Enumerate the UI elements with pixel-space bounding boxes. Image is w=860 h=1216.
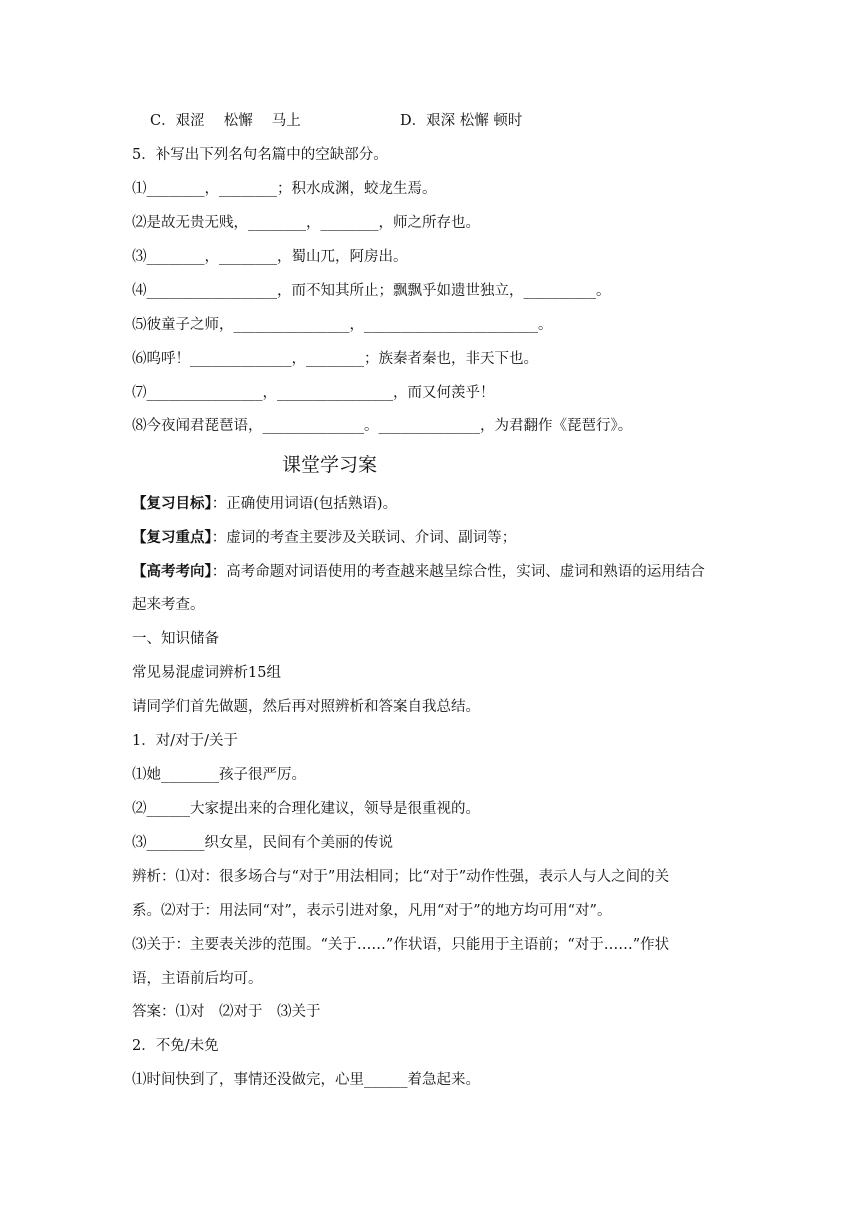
option-c: C．艰涩 松懈 马上 bbox=[150, 113, 301, 129]
exam-trend bbox=[132, 562, 732, 582]
section-title: 课堂学习案 bbox=[282, 454, 378, 476]
group1-title: 1．对/对于/关于 bbox=[132, 733, 238, 749]
q5-item-2: ⑵是故无贵无贱，________，________，师之所存也。 bbox=[132, 215, 480, 231]
group1-analysis-2: 系。⑵对于：用法同“对”，表示引进对象，凡用“对于”的地方均可用“对”。 bbox=[132, 903, 612, 919]
group2-item-1: ⑴时间快到了，事情还没做完，心里______着急起来。 bbox=[132, 1072, 480, 1088]
review-goal-label: 【复习目标】 bbox=[132, 495, 212, 512]
group1-item-1: ⑴她________孩子很严厉。 bbox=[132, 767, 306, 783]
q5-item-5: ⑸彼童子之师，________________，________________________。 bbox=[132, 317, 553, 333]
subtitle: 常见易混虚词辨析15组 bbox=[132, 665, 281, 681]
group1-analysis-1: 辨析：⑴对：很多场合与“对于”用法相同；比“对于”动作性强，表示人与人之间的关 bbox=[132, 869, 670, 885]
group2-title: 2．不免/未免 bbox=[132, 1038, 219, 1054]
review-goal bbox=[132, 494, 732, 514]
group1-analysis-3: ⑶关于：主要表关涉的范围。“关于……”作状语，只能用于主语前；“对于……”作状 bbox=[132, 937, 670, 953]
options-row-cd bbox=[150, 111, 750, 131]
exam-trend-text-2: 起来考查。 bbox=[132, 597, 205, 613]
q5-item-3: ⑶________，________，蜀山兀，阿房出。 bbox=[132, 249, 408, 265]
option-d: D．艰深 松懈 顿时 bbox=[400, 113, 523, 129]
review-focus-text: ：虚词的考查主要涉及关联词、介词、副词等； bbox=[211, 530, 517, 546]
instruction: 请同学们首先做题，然后再对照辨析和答案自我总结。 bbox=[132, 699, 480, 715]
group1-answer: 答案：⑴对 ⑵对于 ⑶关于 bbox=[132, 1004, 321, 1020]
group1-item-2: ⑵______大家提出来的合理化建议，领导是很重视的。 bbox=[132, 801, 480, 817]
group1-item-3: ⑶________织女星，民间有个美丽的传说 bbox=[132, 835, 393, 851]
review-focus-label: 【复习重点】 bbox=[132, 529, 212, 546]
q5-item-7: ⑺________________，________________，而又何羡乎！ bbox=[132, 385, 495, 401]
review-goal-text: ：正确使用词语(包括熟语)。 bbox=[211, 496, 398, 512]
exam-trend-text-1: ：高考命题对词语使用的考查越来越呈综合性，实词、虚词和熟语的运用结合 bbox=[211, 564, 705, 580]
group1-analysis-4: 语，主语前后均可。 bbox=[132, 971, 263, 987]
q5-prompt: 5．补写出下列名句名篇中的空缺部分。 bbox=[132, 147, 388, 163]
exam-trend-label: 【高考考向】 bbox=[132, 563, 212, 580]
q5-item-8: ⑻今夜闻君琵琶语，______________。______________，为君翻作《琵琶行》。 bbox=[132, 418, 633, 434]
q5-item-6: ⑹呜呼！______________，________；族秦者秦也，非天下也。 bbox=[132, 351, 538, 367]
review-focus bbox=[132, 528, 732, 548]
part-heading: 一、知识储备 bbox=[132, 631, 219, 647]
q5-item-4: ⑷__________________，而不知其所止；飘飘乎如遗世独立，__________。 bbox=[132, 283, 611, 299]
q5-item-1: ⑴________，________；积水成渊，蛟龙生焉。 bbox=[132, 181, 437, 197]
